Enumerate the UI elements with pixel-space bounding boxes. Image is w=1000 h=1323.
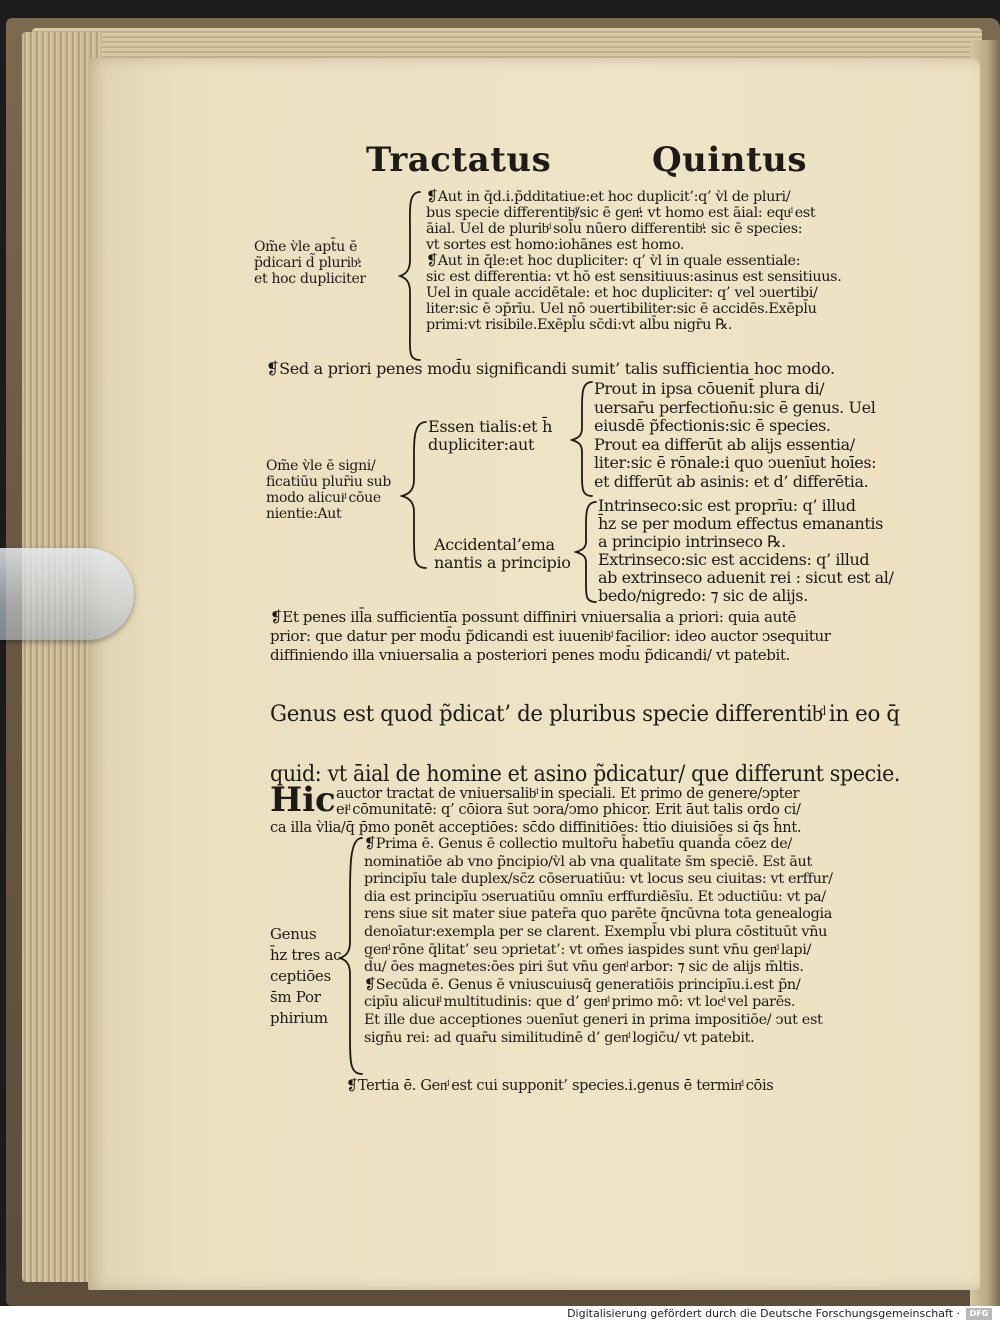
running-title-left: Tractatus bbox=[366, 140, 552, 180]
text-line: nominatiōe ab vno p̃ncipio/v̀l ab vna qualitate s̄m speciē. Est āut bbox=[364, 853, 812, 870]
label-line: et hoc dupliciter bbox=[254, 271, 366, 287]
accidentalis-label bbox=[434, 536, 571, 572]
label-line: ficatiūu plur̄iu sub bbox=[266, 474, 391, 490]
footer-credit: Digitalisierung gefördert durch die Deutsche Forschungsgemeinschaft · bbox=[567, 1307, 960, 1320]
text-line: ab extrinseco aduenit rei : sicut est al/ bbox=[598, 568, 894, 587]
block1-label bbox=[254, 239, 366, 287]
text-line: ❡Prima ē. Genus ē collectio multor̄u h̄abetīu quand̄a cōez de/ bbox=[364, 836, 792, 852]
text-line: prior: que datur per mod̄u p̃dicandi est iuuenibͩ facilior: ideo auctor ↄsequitur bbox=[270, 627, 831, 645]
page-clip bbox=[0, 548, 134, 640]
text-line: a principio intrinseco ℞. bbox=[598, 532, 786, 551]
text-line: eiusdē p̃fectionis:sic ē species. bbox=[594, 416, 831, 435]
text-line: Prout in ipsa cōuenit̄ plura di/ bbox=[594, 379, 825, 398]
text-line: ❡Aut in q̄d.i.p̃dditatiue:et hoc duplicit’:q’ v̀l de pluri/ bbox=[426, 189, 791, 205]
label-line: modo alicuiͩ cōue bbox=[266, 490, 381, 506]
text-line: ❡Secūda ē. Genus ē vniuscuiusq̄ generatiōis principīu.i.est p̃n/ bbox=[364, 976, 801, 993]
label-line: ceptiōes bbox=[270, 967, 331, 985]
genus-label bbox=[270, 924, 341, 1029]
hic-line3: ca illa v̀lia/q̄ p̄mo ponēt acceptiōes: sc̄do diffinitiōes: t̄tio diuisiōes si q̄s h̄nt. bbox=[270, 819, 802, 836]
running-title-right: Quintus bbox=[652, 140, 808, 180]
block1-text bbox=[426, 189, 841, 333]
initial-hic: Hic bbox=[270, 780, 336, 820]
genus-definition-line1: Genus est quod p̃dicat’ de pluribus specie differentibͩ in eo q̄ bbox=[270, 702, 900, 727]
text-line: principīu tale duplex/sc̄z cōseruatiūu: vt locus seu ciuitas: vt erffur/ bbox=[364, 871, 833, 888]
text-line: genͩ rōne q̄litat’ seu ↄprietat’: vt om̄es iaspides sunt vn̄u genͩ lapi/ bbox=[364, 941, 812, 958]
text-line: cipīu alicuiͩ multitudinis: que d’ genͩ primo mō: vt locͩ vel parēs. bbox=[364, 994, 796, 1011]
genus-definition-line2: quid: vt āial de homine et asino p̃dicatur/ que differunt specie. bbox=[270, 762, 901, 787]
text-line: Prout ea differūt ab alijs essentia/ bbox=[594, 434, 855, 454]
brace-essentialis bbox=[570, 380, 596, 498]
label-line: phirium bbox=[270, 1009, 328, 1027]
text-line: Uel in quale accidētale: et hoc dupliciter: q’ vel ↄuertibi/ bbox=[426, 285, 818, 301]
essentialis-text bbox=[594, 380, 876, 491]
hic-text bbox=[336, 786, 801, 818]
essentialis-label bbox=[428, 418, 552, 454]
genus-text bbox=[364, 836, 833, 1047]
label-line: nantis a principio bbox=[434, 553, 571, 572]
text-line: ❡Et penes ill̄a sufficientīa possunt diffiniri vniuersalia a priori: quia autē bbox=[270, 608, 797, 626]
sed-line: ❡Sed a priori penes mod̄u significandi sumit’ talis sufficientia hoc modo. bbox=[266, 359, 835, 378]
text-line: d̄u/ ōes magnetes:ōes piri s̄ut vn̄u genͩ arbor: ⁊ sic de alijs m̄ltis. bbox=[364, 959, 804, 976]
text-line: Et ille due acceptiones ↄuenīut generi in prima impositiōe/ ↄut est bbox=[364, 1011, 823, 1028]
text-line: sic est differentia: vt hō est sensitiuus:asinus est sensitiuus. bbox=[426, 269, 842, 285]
et-penes-paragraph bbox=[270, 608, 831, 665]
text-line: auctor tractat de vniuersalibͩ in speciali. Et primo de genere/ↄpter bbox=[336, 785, 800, 802]
text-line: eiͩ cōmunitatē: q’ cōiora s̄ut ↄora/ↄmo phicor. Erit āut talis ordo ci/ bbox=[336, 801, 801, 818]
text-line: denoīatur:exempla per se clarent. Exempl̄u vbi plura cōstituūt vn̄u bbox=[364, 923, 828, 940]
text-line: et differūt ab asinis: et d’ differētia. bbox=[594, 471, 869, 491]
text-line: h̄z se per modum effectus emanantis bbox=[598, 514, 883, 533]
text-line: uersar̄u perfection̄u:sic ē genus. Uel bbox=[594, 397, 876, 417]
text-line: dia est principīu ↄseruatiūu omnīu erffurdiēsīu. Et ↄductiūu: vt pa/ bbox=[364, 888, 826, 905]
text-line: Intrinseco:sic est proprīu: q’ illud bbox=[598, 496, 856, 515]
label-line: Om̃e v̀le apt̄u ē bbox=[254, 239, 358, 255]
text-line: liter:sic ē rōnale:i quo ↄuenīut hoīes: bbox=[594, 453, 877, 472]
label-line: h̄z tres ac bbox=[270, 946, 342, 964]
brace-block1 bbox=[398, 190, 424, 362]
text-line: primi:vt risibile.Exēpl̄u sc̄di:vt alb̄u nigr̄u ℞. bbox=[426, 317, 733, 333]
text-line: ❡Aut in q̄le:et hoc dupliciter: q’ v̀l in quale essentiale: bbox=[426, 253, 801, 269]
label-line: Genus bbox=[270, 925, 317, 943]
label-line: Om̃e v̀le ē signi/ bbox=[266, 458, 376, 474]
text-line: vt sortes est homo:iohānes est homo. bbox=[426, 237, 685, 253]
label-line: s̄m Por bbox=[270, 988, 321, 1006]
text-line: bedo/nigredo: ⁊ sic de alijs. bbox=[598, 586, 808, 605]
brace-block2-outer bbox=[400, 420, 430, 570]
tertia-line: ❡Tertia ē. Genͩ est cui supponit’ species.i.genus ē terminͩ cōis bbox=[346, 1077, 774, 1094]
brace-genus bbox=[338, 836, 366, 1076]
block2-outer-label bbox=[266, 458, 391, 522]
label-line: Accidental’ema bbox=[434, 535, 555, 554]
text-line: āial. Uel de pluribͩ sol̄u nūero differentibͩ: sic ē species: bbox=[426, 221, 803, 237]
brace-accidentalis bbox=[574, 500, 600, 604]
text-line: bus specie differentibͩ/sic ē genͩ: vt homo est āial: equͩ est bbox=[426, 205, 816, 221]
label-line: p̃dicari d̃ pluribͩ: bbox=[254, 255, 362, 271]
dfg-logo-icon: DFG bbox=[966, 1308, 992, 1320]
text-line: diffiniendo illa vniuersalia a posteriori penes mod̄u p̃dicandi/ vt patebit. bbox=[270, 646, 791, 664]
label-line: dupliciter:aut bbox=[428, 435, 535, 454]
text-line: liter:sic ē ↄp̄rīu. Uel nō ↄuertibiliter:sic ē accidēs.Exēpl̄u bbox=[426, 301, 817, 317]
text-line: Extrinseco:sic est accidens: q’ illud bbox=[598, 550, 870, 569]
label-line: Essen tialis:et h̄ bbox=[428, 417, 553, 436]
text-line: sign̄u rei: ad quar̄u similitudinē d’ genͩ logic̄u/ vt patebit. bbox=[364, 1029, 755, 1046]
digitization-footer bbox=[0, 1306, 1000, 1323]
label-line: nientie:Aut bbox=[266, 506, 342, 522]
accidentalis-text bbox=[598, 497, 893, 605]
text-line: rens siue sit mater siue pater̄a quo parēte q̄ncūvna tota genealogia bbox=[364, 906, 832, 923]
